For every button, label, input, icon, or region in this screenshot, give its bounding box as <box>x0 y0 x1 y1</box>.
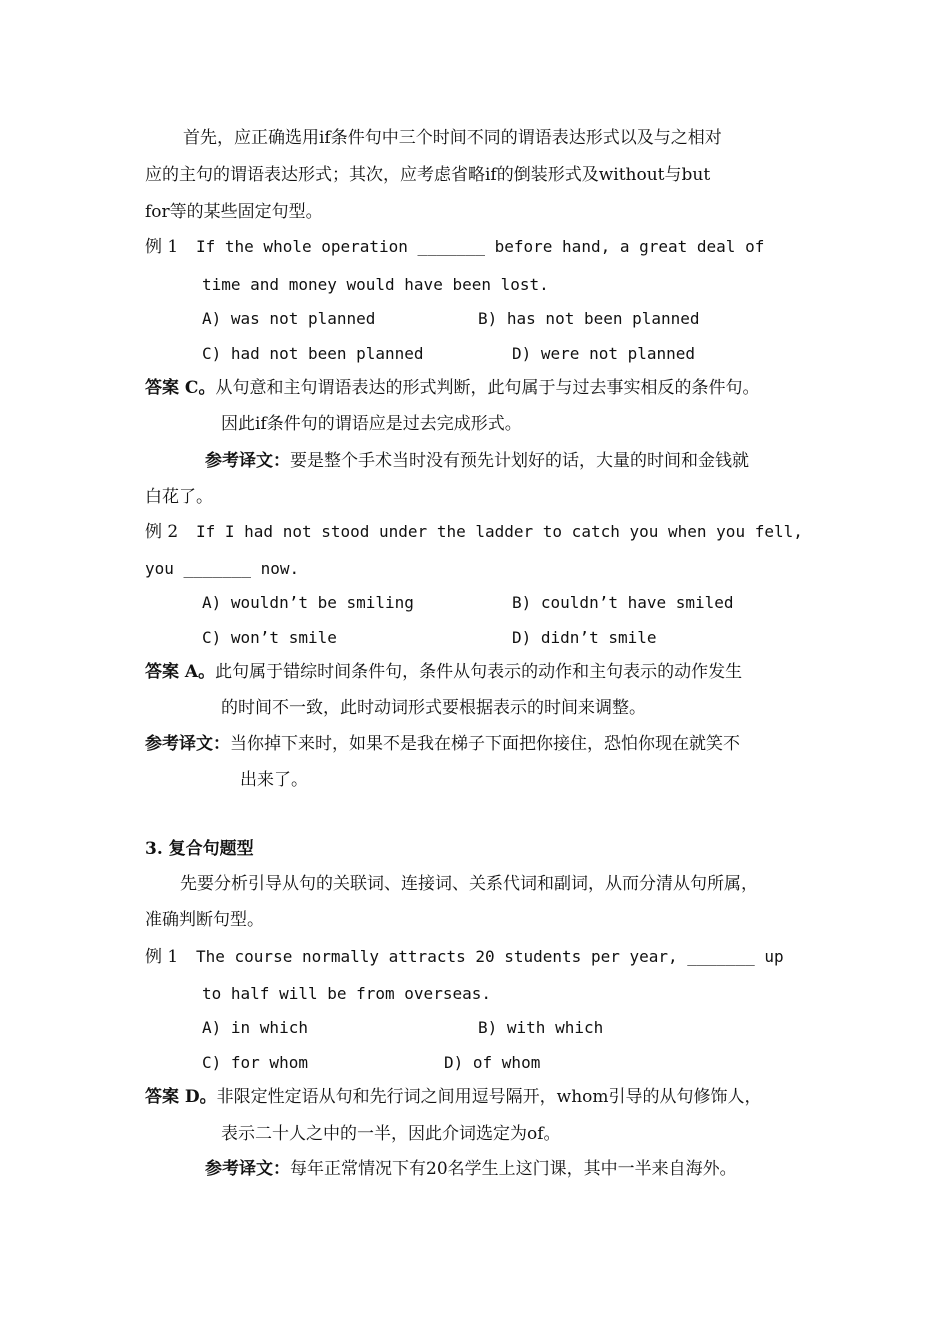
option-c: C) for whom <box>202 1053 308 1072</box>
option-b: B) couldn’t have smiled <box>512 593 734 612</box>
question-line-1: The course normally attracts 20 students per year, _______ up <box>196 947 784 966</box>
intro-line-3: for等的某些固定句型。 <box>145 202 323 222</box>
option-a: A) was not planned <box>202 309 376 328</box>
translation-text: 每年正常情况下有20名学生上这门课，其中一半来自海外。 <box>290 1159 737 1179</box>
option-d: D) of whom <box>444 1053 541 1072</box>
option-b: B) with which <box>478 1018 604 1037</box>
answer <box>145 377 759 399</box>
option-c: C) won’t smile <box>202 628 337 647</box>
example-label: 例 2 <box>145 522 179 542</box>
translation-line-2: 白花了。 <box>145 487 213 507</box>
translation-label: 参考译文： <box>205 1159 290 1179</box>
section-heading: 3. 复合句题型 <box>145 839 254 859</box>
answer <box>145 661 742 683</box>
option-a: A) in which <box>202 1018 308 1037</box>
translation-text: 当你掉下来时，如果不是我在梯子下面把你接住，恐怕你现在就笑不 <box>230 734 740 754</box>
question-line-1: If I had not stood under the ladder to catch you when you fell, <box>196 522 803 541</box>
option-b: B) has not been planned <box>478 309 700 328</box>
question-line-1: If the whole operation _______ before hand, a great deal of <box>196 237 765 256</box>
intro-line-1: 首先，应正确选用if条件句中三个时间不同的谓语表达形式以及与之相对 <box>183 128 722 148</box>
section-intro-line-1: 先要分析引导从句的关联词、连接词、关系代词和副词，从而分清从句所属， <box>180 874 758 894</box>
answer-label: 答案 C。 <box>145 378 216 398</box>
answer-text: 从句意和主句谓语表达的形式判断，此句属于与过去事实相反的条件句。 <box>215 378 760 398</box>
section-intro-line-2: 准确判断句型。 <box>145 910 264 930</box>
translation <box>205 450 749 472</box>
example-label: 例 1 <box>145 947 179 967</box>
answer-line-2: 因此if条件句的谓语应是过去完成形式。 <box>221 414 522 434</box>
question-line-2: time and money would have been lost. <box>202 275 549 294</box>
translation <box>205 1158 737 1180</box>
translation-line-2: 出来了。 <box>240 770 308 790</box>
intro-line-2: 应的主句的谓语表达形式；其次，应考虑省略if的倒装形式及without与but <box>145 165 711 185</box>
example-label: 例 1 <box>145 237 179 257</box>
answer-label: 答案 A。 <box>145 662 216 682</box>
answer-line-2: 表示二十人之中的一半，因此介词选定为of。 <box>221 1124 561 1144</box>
translation-text: 要是整个手术当时没有预先计划好的话，大量的时间和金钱就 <box>290 451 749 471</box>
answer-label: 答案 D。 <box>145 1087 217 1107</box>
translation-label: 参考译文： <box>145 734 230 754</box>
answer <box>145 1086 762 1108</box>
option-d: D) didn’t smile <box>512 628 657 647</box>
answer-line-2: 的时间不一致，此时动词形式要根据表示的时间来调整。 <box>221 698 646 718</box>
answer-text: 非限定性定语从句和先行词之间用逗号隔开，whom引导的从句修饰人， <box>216 1087 762 1107</box>
translation <box>145 733 740 755</box>
question-line-2: you _______ now. <box>145 559 300 578</box>
question-line-2: to half will be from overseas. <box>202 984 491 1003</box>
answer-text: 此句属于错综时间条件句，条件从句表示的动作和主句表示的动作发生 <box>215 662 743 682</box>
option-a: A) wouldn’t be smiling <box>202 593 414 612</box>
option-d: D) were not planned <box>512 344 696 363</box>
translation-label: 参考译文： <box>205 451 290 471</box>
option-c: C) had not been planned <box>202 344 424 363</box>
